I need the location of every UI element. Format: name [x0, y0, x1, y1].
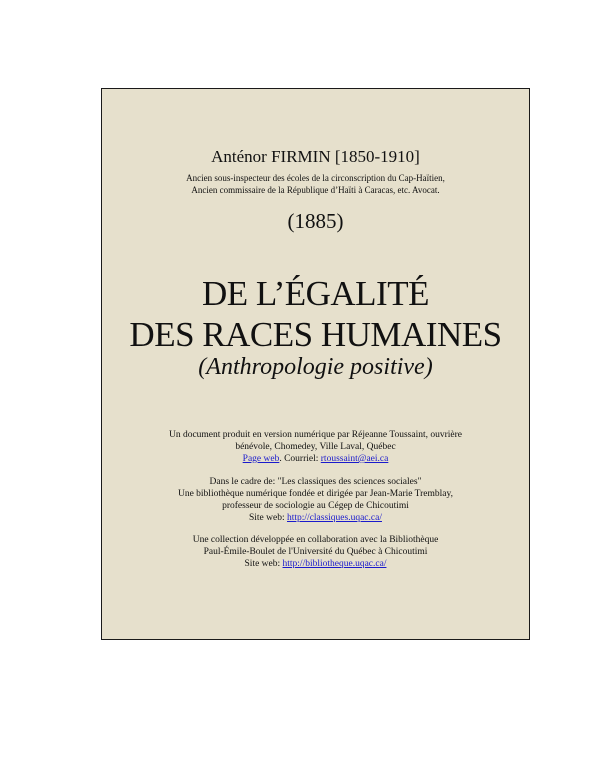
publication-year: (1885)	[287, 209, 344, 233]
site-web-label: Site web:	[244, 559, 283, 569]
page-web-link[interactable]: Page web	[242, 454, 280, 464]
site-web-label: Site web:	[249, 513, 287, 523]
collection-site-line	[102, 513, 529, 523]
author-name: Anténor FIRMIN [1850-1910]	[211, 147, 420, 166]
library-site-line	[102, 559, 529, 569]
collection-line: professeur de sociologie au Cégep de Chicoutimi	[222, 501, 409, 511]
collection-line: Dans le cadre de: "Les classiques des sciences sociales"	[209, 477, 422, 487]
author-description-line: Ancien commissaire de la République d’Haïti à Caracas, etc. Avocat.	[191, 185, 440, 195]
bibliotheque-site-link[interactable]: http://bibliotheque.uqac.ca/	[282, 559, 387, 569]
credits-line: bénévole, Chomedey, Ville Laval, Québec	[235, 442, 396, 452]
author-description-line: Ancien sous-inspecteur des écoles de la circonscription du Cap-Haïtien,	[186, 173, 445, 183]
collection-line: Une bibliothèque numérique fondée et dirigée par Jean-Marie Tremblay,	[177, 489, 454, 499]
credits-links-line	[102, 454, 529, 464]
library-line: Paul-Émile-Boulet de l'Université du Québec à Chicoutimi	[203, 547, 428, 557]
book-title-line: DES RACES HUMAINES	[129, 315, 502, 354]
book-subtitle: (Anthropologie positive)	[198, 354, 433, 380]
library-line: Une collection développée en collaboration avec la Bibliothèque	[192, 535, 439, 545]
credits-line: Un document produit en version numérique par Réjeanne Toussaint, ouvrière	[168, 430, 463, 440]
classiques-site-link[interactable]: http://classiques.uqac.ca/	[287, 513, 382, 523]
book-title-line: DE L’ÉGALITÉ	[202, 274, 429, 313]
courriel-label: . Courriel:	[279, 454, 321, 464]
title-page-cover	[101, 88, 530, 640]
email-link[interactable]: rtoussaint@aei.ca	[320, 454, 389, 464]
